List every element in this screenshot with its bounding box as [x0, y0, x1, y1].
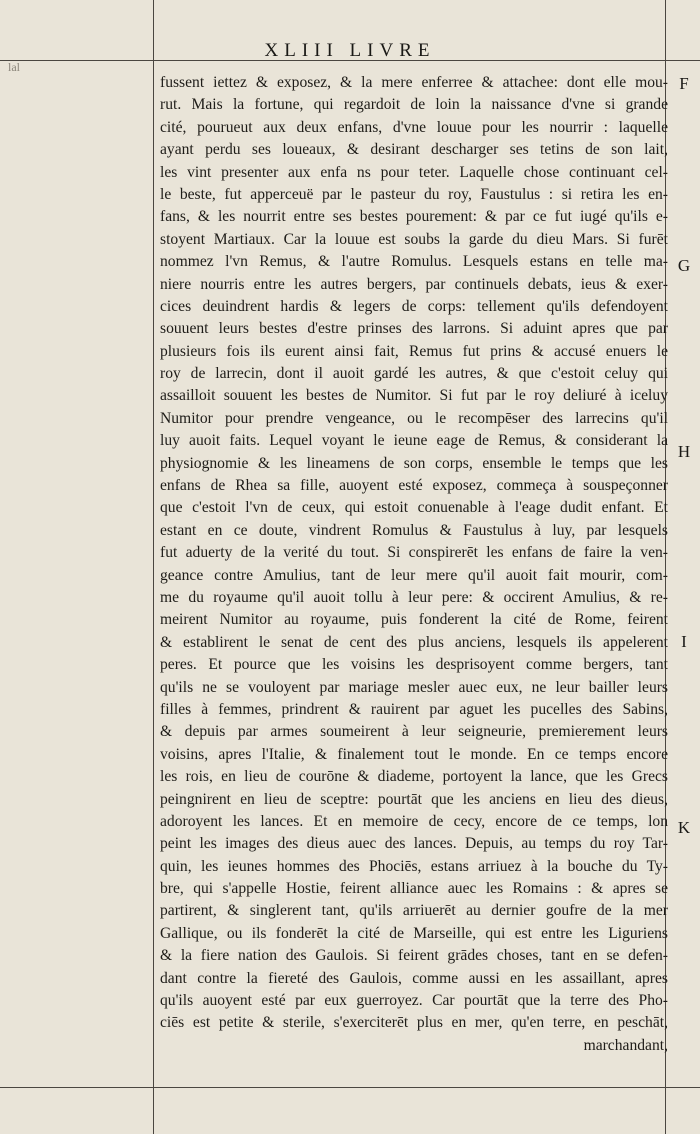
text-line: & establirent le senat de cent des plus anciens, lesquels ils appelerent	[160, 633, 668, 651]
margin-letter-f: F	[679, 74, 689, 93]
text-line: stoyent Martiaux. Car la louue est soubs la garde du dieu Mars. Si furēt	[160, 230, 668, 248]
body-text	[160, 72, 668, 1057]
text-line: fans, & les nourrit entre ses bestes pourement: & par ce fut iugé qu'ils e-	[160, 208, 668, 226]
bottom-rule	[0, 1087, 700, 1088]
page-header: XLIII LIVRE	[264, 40, 436, 61]
text-line: & la fiere nation des Gaulois. Si feirent grādes choses, tant en se defen-	[160, 947, 668, 965]
text-line: cité, pourueut aux deux enfans, d'vne louue pour les nourrir : laquelle	[160, 118, 668, 136]
margin-letter-g: G	[677, 256, 691, 275]
text-line: ayant perdu ses loueaux, & desirant descharger ses tetins de son lait,	[160, 141, 668, 159]
text-line: peres. Et pource que les voisins les desprisoyent comme bergers, tant	[160, 656, 668, 674]
text-line: fussent iettez & exposez, & la mere enferree & attachee: dont elle mou-	[160, 74, 668, 91]
margin-letter-k: K	[677, 818, 691, 837]
text-line: cices deuindrent hardis & legers de corps: tellement qu'ils defendoyent	[160, 297, 668, 315]
text-line: peint les images des dieus auec des lances. Depuis, au temps du roy Tar-	[160, 835, 668, 853]
text-line: partirent, & singlerent tant, qu'ils arriuerēt au dernier goufre de la mer	[160, 902, 668, 920]
margin-letter-i: I	[681, 632, 687, 651]
text-line: & depuis par armes soumeirent à leur seigneurie, premierement leurs	[160, 723, 668, 741]
text-line: ciēs est petite & sterile, s'exerciterēt plus en mer, qu'en terre, en peschāt,	[160, 1014, 668, 1032]
text-line: peingnirent en lieu de sceptre: pourtāt que les anciens en lieu des dieus,	[160, 790, 668, 808]
text-line: bre, qui s'appelle Hostie, feirent alliance auec les Romains : & apres se	[160, 880, 668, 898]
text-line: physiognomie & les lineamens de son corps, ensemble le temps que les	[160, 454, 668, 472]
text-line: le beste, fut apperceuë par le pasteur du roy, Faustulus : si retira les en-	[160, 185, 668, 203]
text-line: les vint presenter aux enfa ns pour teter. Laquelle chose continuant cel-	[160, 163, 668, 181]
text-line: rut. Mais la fortune, qui regardoit de loin la naissance d'vne si grande	[160, 96, 668, 114]
text-line: dant contre la fiereté des Gaulois, comme aussi en les assaillant, apres	[160, 969, 668, 987]
text-line: voisins, apres l'Italie, & finalement tout le monde. En ce temps encore	[160, 745, 668, 763]
text-line: niere nourris entre les autres bergers, par continuels debats, ieus & exer-	[160, 275, 668, 293]
text-line: me du royaume qu'il auoit tollu à leur pere: & occirent Amulius, & re-	[160, 588, 668, 606]
text-line: adoroyent les lances. Et en memoire de cecy, encore de ce temps, lon	[160, 812, 668, 830]
text-line: qu'ils auoyent esté par eux guerroyez. Car pourtāt que la terre des Pho-	[160, 992, 668, 1010]
text-line: que c'estoit l'vn de ceux, qui estoit conuenable à l'eage dudit enfant. Et	[160, 499, 668, 517]
text-line: filles à femmes, prindrent & rauirent par aguet les pucelles des Sabins,	[160, 700, 668, 718]
text-line: qu'ils ne se vouloyent par mariage mesler auec eux, ne leur bailler leurs	[160, 678, 668, 696]
gutter-mark: lal	[8, 60, 20, 74]
text-line: nommez l'vn Remus, & l'autre Romulus. Lesquels estans en telle ma-	[160, 253, 668, 271]
text-line: meirent Numitor au royaume, puis fonderent la cité de Rome, feirent	[160, 611, 668, 629]
text-line: plusieurs fois ils eurent ainsi fait, Remus fut prins & accusé enuers le	[160, 342, 668, 360]
text-line: fut aduerty de la verité du tout. Si conspirerēt les enfans de faire la ven-	[160, 544, 668, 562]
text-line: souuent leurs bestes d'estre prinses des larrons. Si aduint apres que par	[160, 320, 668, 338]
text-line: estant en ce doute, vindrent Romulus & Faustulus à luy, par lesquels	[160, 521, 668, 539]
text-line: geance contre Amulius, tant de leur mere qu'il auoit fait mourir, com-	[160, 566, 668, 584]
text-line: enfans de Rhea sa fille, auoyent esté exposez, commeça à souspeçonner	[160, 477, 668, 495]
left-column-rule	[153, 0, 154, 1134]
text-line: Gallique, ou ils fonderēt la cité de Marseille, qui est entre les Liguriens	[160, 924, 668, 942]
text-line: quin, les ieunes hommes des Phociēs, estans arriuez à la bouche du Ty-	[160, 857, 668, 875]
text-line: les rois, en lieu de courōne & diademe, portoyent la lance, que les Grecs	[160, 768, 668, 786]
text-line: marchandant,	[583, 1036, 668, 1054]
text-line: assailloit souuent les bestes de Numitor. Si fut par le roy deliuré à iceluy	[160, 387, 668, 405]
margin-letter-h: H	[677, 442, 691, 461]
text-line: roy de larrecin, dont il auoit gardé les autres, & que c'estoit celuy qui	[160, 365, 668, 383]
text-line: Numitor pour prendre vengeance, ou le recompēser des larrecins qu'il	[160, 409, 668, 427]
text-line: luy auoit faits. Lequel voyant le ieune eage de Remus, & considerant la	[160, 432, 668, 450]
